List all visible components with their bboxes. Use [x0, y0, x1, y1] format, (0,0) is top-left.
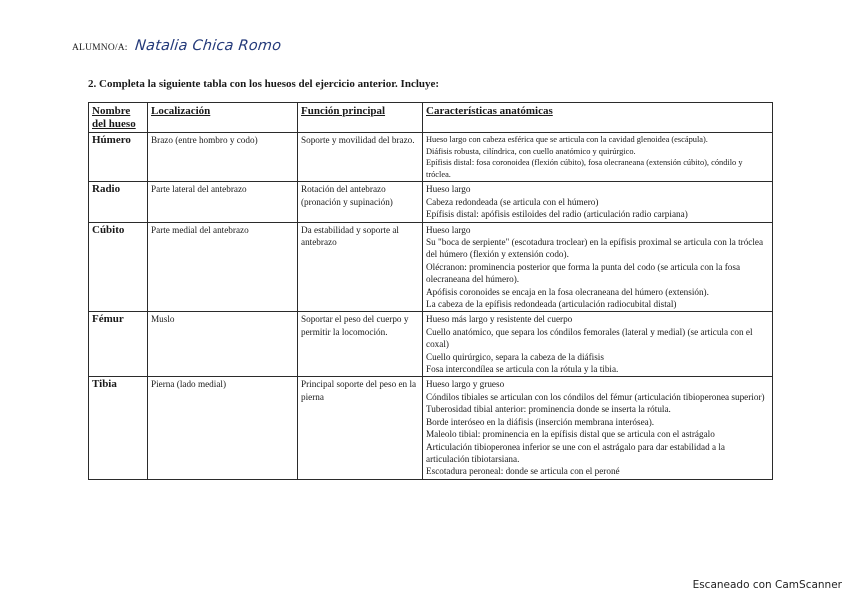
bone-function: Soportar el peso del cuerpo y permitir la locomoción.	[298, 312, 423, 377]
header-bone-name: Nombre del hueso	[89, 103, 148, 133]
bone-features	[423, 222, 773, 312]
feature-line: Olécranon: prominencia posterior que forma la punta del codo (se articula con la fosa olecraneana del húmero).	[426, 261, 741, 285]
feature-line: Fosa intercondílea se articula con la rótula y la tibia.	[426, 364, 619, 375]
bone-location: Brazo (entre hombro y codo)	[148, 133, 298, 182]
bone-name: Húmero	[89, 133, 148, 182]
bone-name: Tibia	[89, 377, 148, 479]
header-location: Localización	[148, 103, 298, 133]
camscanner-watermark: Escaneado con CamScanner	[692, 579, 842, 591]
feature-line: Diáfisis robusta, cilíndrica, con cuello anatómico y quirúrgico.	[426, 146, 636, 156]
feature-line: La cabeza de la epífisis redondeada (articulación radiocubital distal)	[426, 299, 677, 310]
exercise-heading: 2. Completa la siguiente tabla con los huesos del ejercicio anterior. Incluye:	[88, 78, 440, 90]
feature-line: Su "boca de serpiente" (escotadura troclear) en la epífisis proximal se articula con la tróclea del húmero (flexión y extensión codo).	[426, 237, 764, 260]
bone-location: Muslo	[148, 312, 298, 377]
bone-features	[423, 312, 773, 377]
feature-line: Borde interóseo en la diáfisis (inserción membrana interósea).	[426, 416, 655, 427]
bone-function: Principal soporte del peso en la pierna	[298, 377, 423, 479]
student-name-handwritten: Natalia Chica Romo	[134, 38, 283, 54]
bones-table	[88, 102, 773, 480]
feature-line: Hueso largo y grueso	[426, 379, 505, 390]
bone-name: Cúbito	[89, 222, 148, 312]
feature-line: Apófisis coronoides se encaja en la fosa olecraneana del húmero (extensión).	[426, 286, 709, 297]
feature-line: Cuello quirúrgico, separa la cabeza de la diáfisis	[426, 351, 604, 362]
table-row	[89, 222, 773, 312]
header-features: Características anatómicas	[423, 103, 773, 133]
bone-function: Rotación del antebrazo (pronación y supinación)	[298, 182, 423, 222]
feature-line: Cabeza redondeada (se articula con el húmero)	[426, 196, 599, 207]
table-row	[89, 182, 773, 222]
table-row	[89, 133, 773, 182]
table-header-row	[89, 103, 773, 133]
bone-features	[423, 182, 773, 222]
student-label: ALUMNO/A:	[72, 43, 128, 53]
bone-name: Radio	[89, 182, 148, 222]
bone-location: Parte lateral del antebrazo	[148, 182, 298, 222]
feature-line: Escotadura peroneal: donde se articula con el peroné	[426, 466, 620, 477]
feature-line: Maleolo tibial: prominencia en la epífisis distal que se articula con el astrágalo	[426, 429, 715, 440]
bone-name: Fémur	[89, 312, 148, 377]
feature-line: Hueso largo	[426, 224, 471, 235]
feature-line: Epífisis distal: fosa coronoidea (flexión cúbito), fosa olecraneana (extensión cúbito), cóndilo y tróclea.	[426, 158, 743, 179]
header-function: Función principal	[298, 103, 423, 133]
feature-line: Hueso más largo y resistente del cuerpo	[426, 314, 573, 325]
feature-line: Cóndilos tibiales se articulan con los cóndilos del fémur (articulación tibioperonea superior)	[426, 391, 765, 402]
feature-line: Articulación tibioperonea inferior se une con el astrágalo para dar estabilidad a la articulación tibiotarsiana.	[426, 441, 725, 464]
bone-function: Da estabilidad y soporte al antebrazo	[298, 222, 423, 312]
table-row	[89, 312, 773, 377]
bone-location: Parte medial del antebrazo	[148, 222, 298, 312]
feature-line: Tuberosidad tibial anterior: prominencia donde se inserta la rótula.	[426, 404, 671, 415]
bone-features	[423, 133, 773, 182]
feature-line: Hueso largo	[426, 184, 471, 195]
bone-function: Soporte y movilidad del brazo.	[298, 133, 423, 182]
student-line	[72, 38, 281, 54]
feature-line: Epífisis distal: apófisis estiloides del radio (articulación radio carpiana)	[426, 209, 688, 220]
feature-line: Cuello anatómico, que separa los cóndilos femorales (lateral y medial) (se articula con el coxal)	[426, 326, 753, 350]
bone-location: Pierna (lado medial)	[148, 377, 298, 479]
feature-line: Hueso largo con cabeza esférica que se articula con la cavidad glenoidea (escápula).	[426, 135, 708, 144]
bone-features	[423, 377, 773, 479]
table-row	[89, 377, 773, 479]
